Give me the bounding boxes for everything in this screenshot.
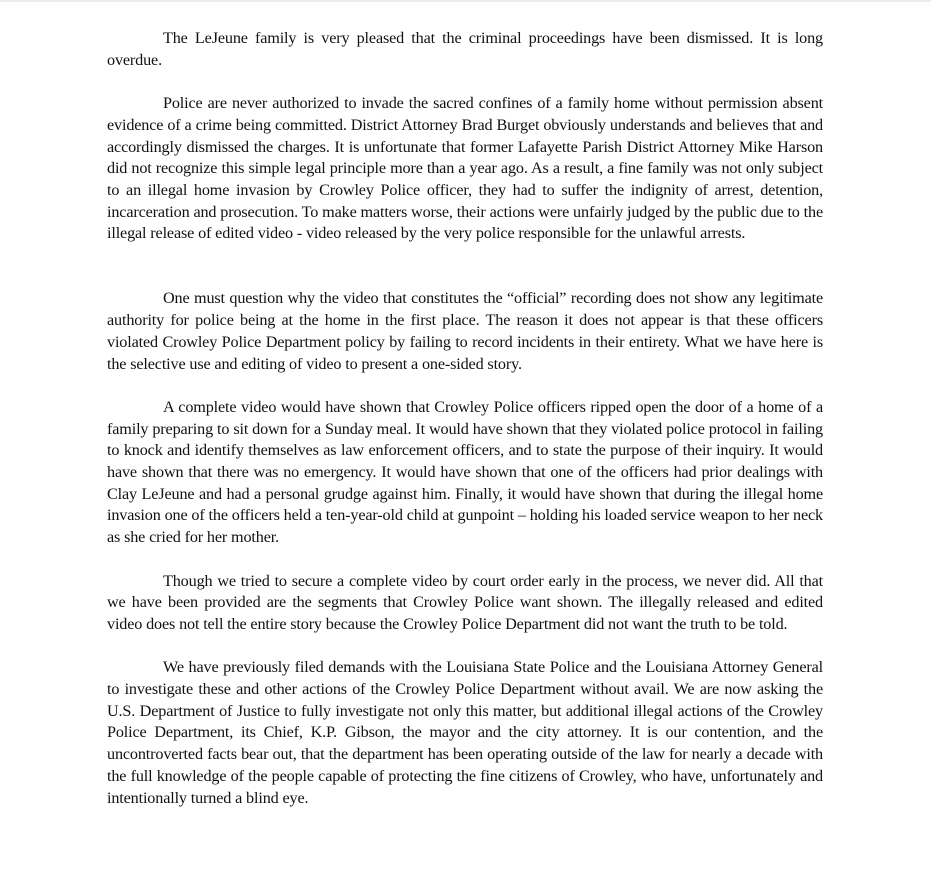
paragraph-home-invasion: Police are never authorized to invade the sacred confines of a family home without permission absent evidence of a crime being committed. District Attorney Brad Burget obviously understands and believes that and accordingly dismissed the charges. It is unfortunate that former Lafayette Parish District Attorney Mike Harson did not recognize this simple legal principle more than a year ago. As a result, a fine family was not only subject to an illegal home invasion by Crowley Police officer, they had to suffer the indignity of arrest, detention, incarceration and prosecution. To make matters worse, their actions were unfairly judged by the public due to the illegal release of edited video - video released by the very police responsible for the unlawful arrests. — [107, 94, 823, 243]
document-body — [107, 28, 823, 831]
paragraph-court-order: Though we tried to secure a complete video by court order early in the process, we never did. All that we have been provided are the segments that Crowley Police want shown. The illegally released and edited video does not tell the entire story because the Crowley Police Department did not want the truth to be told. — [107, 571, 823, 633]
paragraph-official-recording: One must question why the video that constitutes the “official” recording does not show any legitimate authority for police being at the home in the first place. The reason it does not appear is that these officers violated Crowley Police Department policy by failing to record incidents in their entirety. What we have here is the selective use and editing of video to present a one-sided story. — [107, 289, 823, 373]
paragraph-complete-video: A complete video would have shown that Crowley Police officers ripped open the door of a home of a family preparing to sit down for a Sunday meal. It would have shown that they violated police protocol in failing to knock and identify themselves as law enforcement officers, and to state the purpose of their inquiry. It would have shown that there was no emergency. It would have shown that one of the officers had prior dealings with Clay LeJeune and had a personal grudge against him. Finally, it would have shown that during the illegal home invasion one of the officers held a ten-year-old child at gunpoint – holding his loaded service weapon to her neck as she cried for her mother. — [107, 397, 823, 547]
paragraph-dismissal-statement: The LeJeune family is very pleased that the criminal proceedings have been dismissed. It is long overdue. — [107, 29, 823, 69]
paragraph-doj-investigation: We have previously filed demands with the Louisiana State Police and the Louisiana Attorney General to investigate these and other actions of the Crowley Police Department without avail. We are now asking the U.S. Department of Justice to fully investigate not only this matter, but additional illegal actions of the Crowley Police Department, its Chief, K.P. Gibson, the mayor and the city attorney. It is our contention, and the uncontroverted facts bear out, that the department has been operating outside of the law for nearly a decade with the full knowledge of the people capable of protecting the fine citizens of Crowley, who have, unfortunately and intentionally turned a blind eye. — [107, 658, 823, 807]
